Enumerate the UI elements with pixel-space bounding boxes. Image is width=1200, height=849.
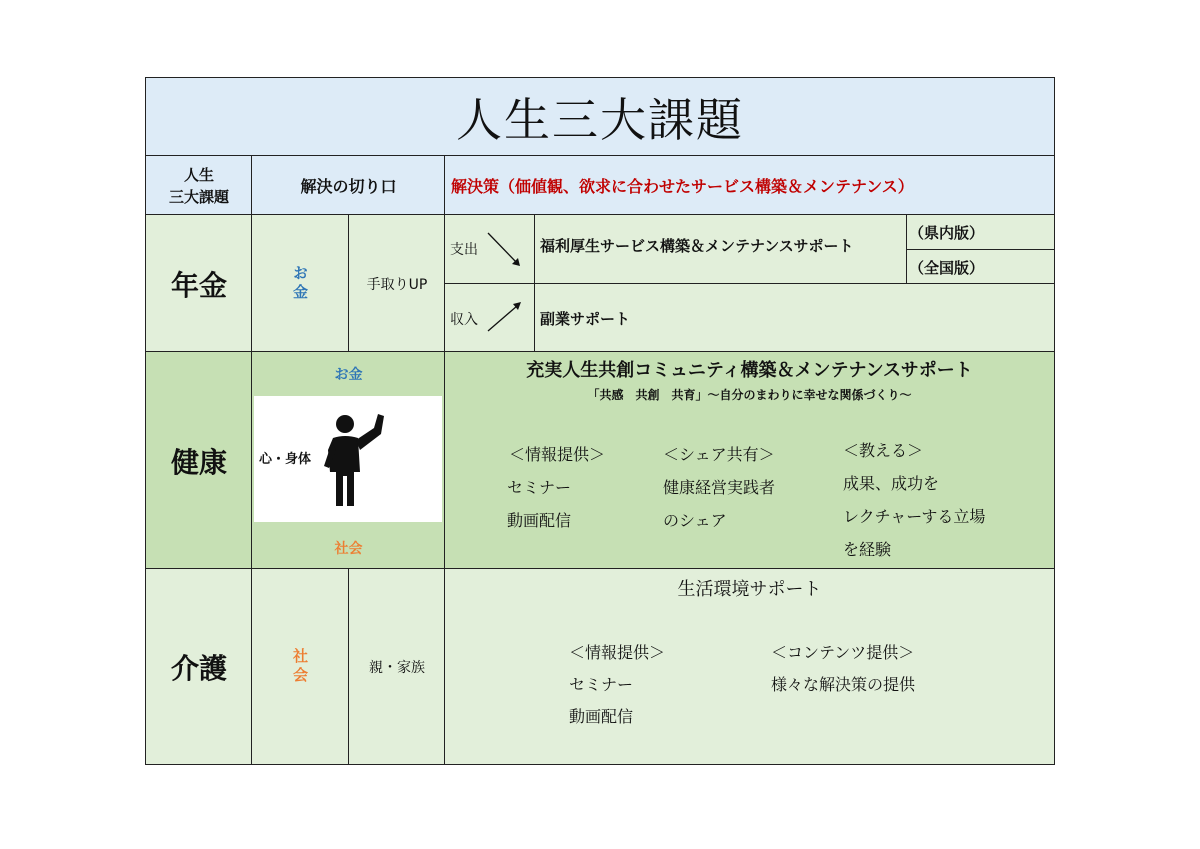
expense-label-cell xyxy=(444,214,536,285)
kaigo-col-info-line: 動画配信 xyxy=(569,707,634,726)
person-raising-hand-icon xyxy=(316,410,386,510)
version-pref: （県内版） xyxy=(909,224,985,242)
kaigo-angle-cell xyxy=(251,568,350,765)
income-label-cell xyxy=(444,283,536,353)
kaigo-solution-cell xyxy=(444,568,1055,765)
header-col3-label: 解決策（価値観、欲求に合わせたサービス構築＆メンテナンス） xyxy=(451,177,914,196)
page-title: 人生三大課題 xyxy=(456,93,744,147)
kaigo-angle: 社会 xyxy=(291,647,309,686)
kaigo-col-info-head: ＜情報提供＞ xyxy=(569,643,666,662)
kenko-subtitle: 「共感 共創 共育」〜自分のまわりに幸せな関係づくり〜 xyxy=(587,388,912,402)
figure-panel xyxy=(254,396,442,522)
income-label: 収入 xyxy=(450,312,478,328)
kenko-col-share-line: のシェア xyxy=(663,511,727,530)
version-pref-cell xyxy=(906,214,1055,251)
header-col2 xyxy=(251,155,446,216)
kenko-col-share-line: 健康経営実践者 xyxy=(663,478,776,497)
nenkin-label-cell xyxy=(145,214,253,353)
kaigo-sub: 親・家族 xyxy=(369,659,425,676)
header-col1-line2: 三大課題 xyxy=(168,187,229,206)
kenko-col-teach-head: ＜教える＞ xyxy=(843,441,924,460)
kaigo-col-content xyxy=(771,637,915,701)
kaigo-col-info xyxy=(569,637,665,733)
kenko-top: お金 xyxy=(334,367,363,383)
header-col2-label: 解決の切り口 xyxy=(300,177,397,196)
kenko-label-cell xyxy=(145,351,253,570)
kenko-angle-cell xyxy=(251,351,446,570)
title-cell xyxy=(145,77,1055,157)
expense-text: 福利厚生サービス構築＆メンテナンスサポート xyxy=(540,237,854,255)
header-col1-line1: 人生 xyxy=(183,165,214,184)
kenko-label: 健康 xyxy=(170,445,227,479)
kenko-col-info-line: 動画配信 xyxy=(507,511,572,530)
kenko-bottom: 社会 xyxy=(334,541,363,557)
kenko-col-share xyxy=(663,438,775,537)
kenko-col-share-head: ＜シェア共有＞ xyxy=(663,445,775,464)
kenko-col-teach-line: を経験 xyxy=(843,540,892,559)
kenko-title: 充実人生共創コミュニティ構築＆メンテナンスサポート xyxy=(526,360,973,381)
kaigo-label: 介護 xyxy=(170,651,227,685)
kenko-col-teach xyxy=(843,434,985,566)
down-right-arrow-icon xyxy=(485,229,525,269)
kaigo-col-content-head: ＜コンテンツ提供＞ xyxy=(771,643,915,662)
kaigo-sub-cell xyxy=(348,568,446,765)
kenko-solution-cell xyxy=(444,351,1055,570)
expense-label: 支出 xyxy=(450,242,478,258)
nenkin-sub-cell xyxy=(348,214,446,353)
expense-text-cell xyxy=(534,214,908,285)
header-col3 xyxy=(444,155,1055,216)
income-text: 副業サポート xyxy=(540,309,631,328)
nenkin-sub: 手取りUP xyxy=(366,276,428,293)
kaigo-label-cell xyxy=(145,568,253,765)
version-nation-cell xyxy=(906,249,1055,285)
kenko-col-info-line: セミナー xyxy=(507,478,572,497)
kenko-col-teach-line: レクチャーする立場 xyxy=(843,507,986,526)
kaigo-col-content-line: 様々な解決策の提供 xyxy=(771,675,916,694)
nenkin-angle: お金 xyxy=(291,264,309,303)
nenkin-label: 年金 xyxy=(170,268,227,302)
up-right-arrow-icon xyxy=(485,300,525,334)
kaigo-title: 生活環境サポート xyxy=(677,579,822,600)
income-text-cell xyxy=(534,283,1055,353)
header-col1 xyxy=(145,155,253,216)
version-nation: （全国版） xyxy=(909,258,985,277)
kenko-col-info xyxy=(509,438,605,537)
kenko-col-teach-line: 成果、成功を xyxy=(843,474,940,493)
figure-caption: 心・身体 xyxy=(259,452,312,467)
kaigo-col-info-line: セミナー xyxy=(569,675,634,694)
nenkin-angle-cell xyxy=(251,214,350,353)
kenko-col-info-head: ＜情報提供＞ xyxy=(509,445,606,464)
